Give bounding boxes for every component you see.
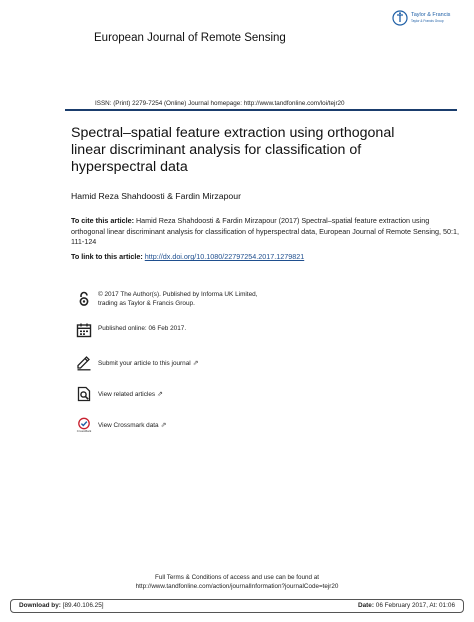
citation-text: Hamid Reza Shahdoosti & Fardin Mirzapour (2017) Spectral–spatial feature extraction using orthogonal linear discriminant analysis for classification of hyperspectral data, European Journal of Remote Sensing, 50:1, 111-124 [71, 216, 459, 247]
download-date [358, 602, 455, 609]
doi-link[interactable]: http://dx.doi.org/10.1080/22797254.2017.1279821 [144, 252, 305, 261]
related-articles-icon [76, 386, 92, 402]
header-divider [65, 109, 457, 111]
downloaded-by-label: Download by: [19, 602, 61, 609]
publisher-logo[interactable] [392, 10, 464, 32]
related-articles-link[interactable] [98, 391, 273, 400]
submit-article-icon [76, 355, 92, 371]
article-title: Spectral–spatial feature extraction using orthogonal linear discriminant analysis for classification of hyperspectral data [71, 125, 395, 175]
journal-name: European Journal of Remote Sensing [94, 32, 286, 44]
external-link-icon: ⇗ [192, 360, 199, 367]
open-access-icon [76, 291, 92, 307]
crossmark-label: View Crossmark data [98, 422, 159, 429]
calendar-icon [76, 322, 92, 338]
terms-line-1: Full Terms & Conditions of access and use can be found at [154, 574, 320, 581]
external-link-icon: ⇗ [160, 422, 167, 429]
external-link-icon: ⇗ [157, 391, 163, 398]
crossmark-icon [76, 417, 92, 433]
citation-block [71, 216, 459, 248]
crossmark-caption: CrossMark [76, 429, 92, 433]
related-articles-label: View related articles [98, 391, 156, 398]
terms-note [0, 574, 474, 591]
downloaded-by-ip: [89.40.106.25] [62, 602, 104, 609]
crossmark-link[interactable] [98, 422, 273, 431]
terms-url[interactable]: http://www.tandfonline.com/action/journalInformation?journalCode=tejr20 [135, 582, 339, 590]
download-date-label: Date: [358, 602, 374, 609]
license-text: © 2017 The Author(s). Published by Informa UK Limited, trading as Taylor & Francis Group. [98, 291, 258, 307]
submit-article-link[interactable] [98, 360, 273, 369]
article-link-block [71, 252, 459, 263]
publisher-tagline: Taylor & Francis Group [411, 19, 444, 23]
published-date-text: Published online: 06 Feb 2017. [98, 325, 187, 332]
download-info-bar [10, 599, 464, 613]
taylor-francis-logo-icon [392, 10, 408, 26]
link-label: To link to this article: [71, 252, 143, 261]
submit-article-label: Submit your article to this journal [98, 360, 191, 367]
downloaded-by [19, 602, 104, 609]
issn-line[interactable]: ISSN: (Print) 2279-7254 (Online) Journal homepage: http://www.tandfonline.com/loi/tejr20 [95, 100, 345, 107]
publisher-name: Taylor & Francis [411, 12, 451, 18]
article-authors: Hamid Reza Shahdoosti & Fardin Mirzapour [71, 191, 241, 201]
citation-label: To cite this article: [71, 216, 134, 225]
download-date-value: 06 February 2017, At: 01:06 [375, 602, 455, 609]
